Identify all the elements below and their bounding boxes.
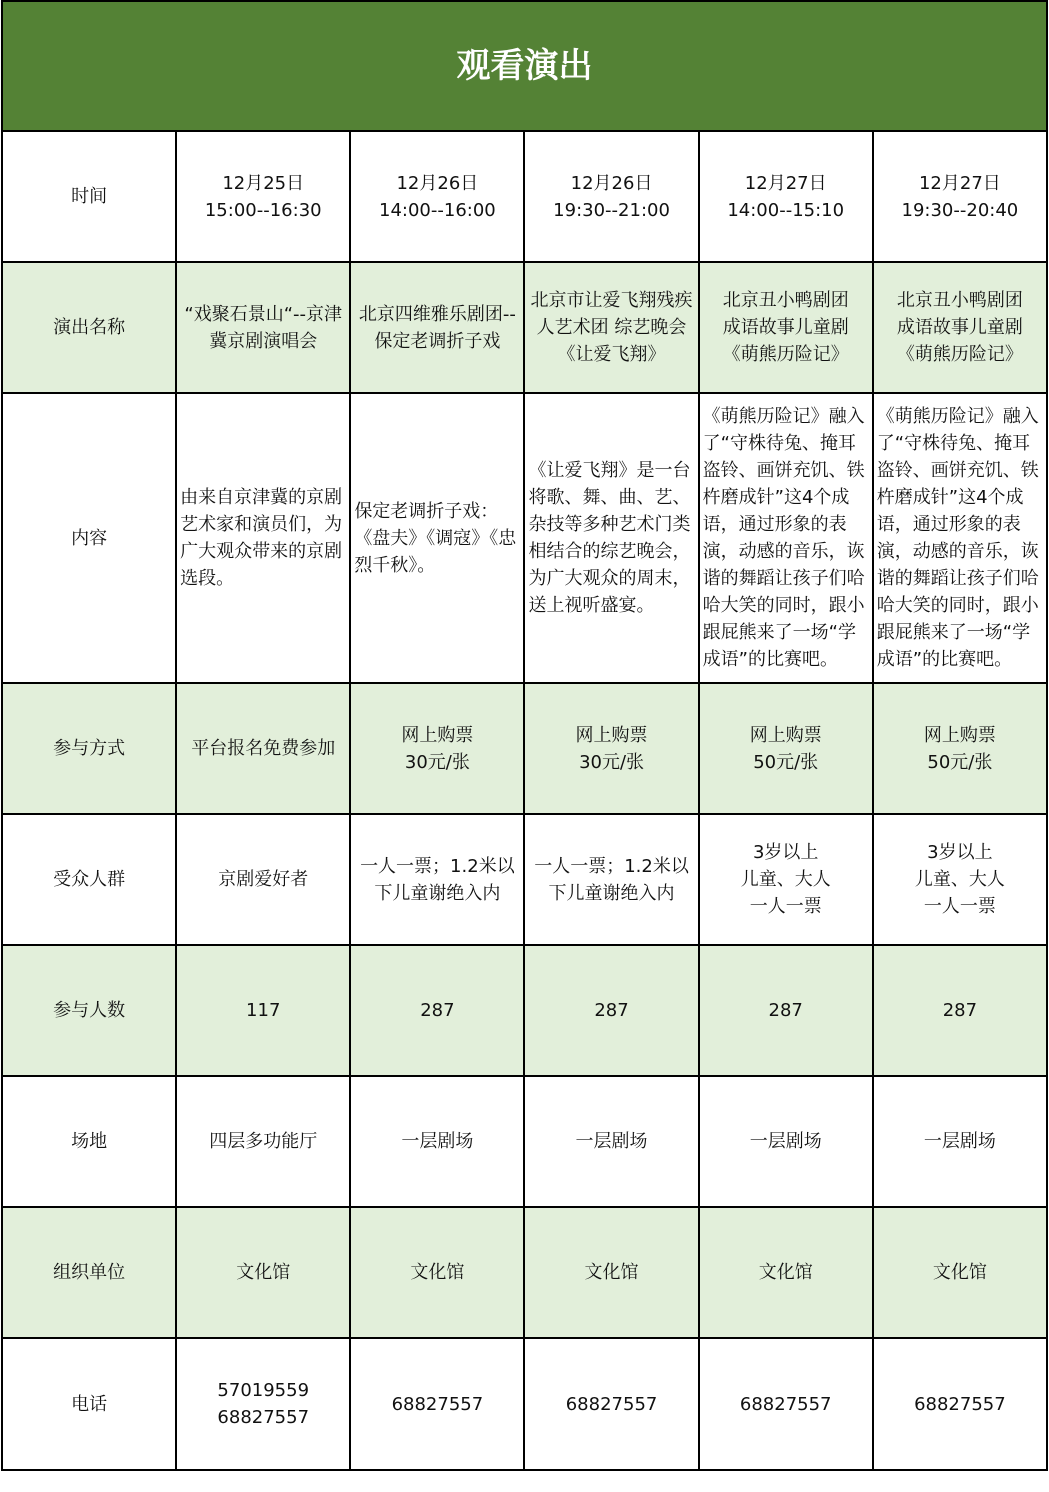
table-cell: 12月27日 14:00--15:10 (699, 131, 873, 262)
table-row-content (2, 393, 1047, 683)
table-row-attendance (2, 945, 1047, 1076)
table-cell: 一层剧场 (524, 1076, 698, 1207)
table-cell: 平台报名免费参加 (176, 683, 350, 814)
table-cell: 68827557 (873, 1338, 1047, 1470)
row-label: 演出名称 (2, 262, 176, 393)
table-cell: 《萌熊历险记》融入了“守株待兔、掩耳盗铃、画饼充饥、铁杵磨成针”这4个成语，通过形象的表演，动感的音乐，诙谐的舞蹈让孩子们哈哈大笑的同时，跟小跟屁熊来了一场“学成语”的比赛吧。 (699, 393, 873, 683)
table-cell: 12月26日 19:30--21:00 (524, 131, 698, 262)
table-cell: 12月27日 19:30--20:40 (873, 131, 1047, 262)
table-cell: 北京四维雅乐剧团--保定老调折子戏 (350, 262, 524, 393)
table-cell: 北京丑小鸭剧团 成语故事儿童剧 《萌熊历险记》 (873, 262, 1047, 393)
table-cell: 12月26日 14:00--16:00 (350, 131, 524, 262)
table-row-show-name (2, 262, 1047, 393)
table-cell: 68827557 (350, 1338, 524, 1470)
table-cell: 68827557 (699, 1338, 873, 1470)
row-label: 电话 (2, 1338, 176, 1470)
table-cell: 287 (350, 945, 524, 1076)
row-label: 组织单位 (2, 1207, 176, 1338)
table-cell: 网上购票 30元/张 (524, 683, 698, 814)
table-cell: 文化馆 (176, 1207, 350, 1338)
row-label: 场地 (2, 1076, 176, 1207)
table-row-time (2, 131, 1047, 262)
row-label: 参与人数 (2, 945, 176, 1076)
row-label: 内容 (2, 393, 176, 683)
table-cell: 文化馆 (350, 1207, 524, 1338)
schedule-table (1, 0, 1048, 1471)
table-cell: 网上购票 50元/张 (873, 683, 1047, 814)
table-cell: 一层剧场 (873, 1076, 1047, 1207)
table-row-phone (2, 1338, 1047, 1470)
table-cell: 《萌熊历险记》融入了“守株待兔、掩耳盗铃、画饼充饥、铁杵磨成针”这4个成语，通过形象的表演，动感的音乐，诙谐的舞蹈让孩子们哈哈大笑的同时，跟小跟屁熊来了一场“学成语”的比赛吧。 (873, 393, 1047, 683)
table-row-audience (2, 814, 1047, 945)
table-row-organizer (2, 1207, 1047, 1338)
table-cell: 287 (699, 945, 873, 1076)
table-cell: 《让爱飞翔》是一台将歌、舞、曲、艺、杂技等多种艺术门类相结合的综艺晚会，为广大观众的周末，送上视听盛宴。 (524, 393, 698, 683)
table-cell: 网上购票 50元/张 (699, 683, 873, 814)
table-cell: 北京丑小鸭剧团 成语故事儿童剧 《萌熊历险记》 (699, 262, 873, 393)
row-label: 受众人群 (2, 814, 176, 945)
table-cell: 文化馆 (699, 1207, 873, 1338)
table-cell: 3岁以上 儿童、大人 一人一票 (873, 814, 1047, 945)
table-cell: 保定老调折子戏：《盘夫》《调寇》《忠烈千秋》。 (350, 393, 524, 683)
table-cell: 北京市让爱飞翔残疾人艺术团 综艺晚会《让爱飞翔》 (524, 262, 698, 393)
table-cell: 3岁以上 儿童、大人 一人一票 (699, 814, 873, 945)
table-cell: 287 (524, 945, 698, 1076)
table-cell: 一人一票；1.2米以下儿童谢绝入内 (524, 814, 698, 945)
table-cell: 四层多功能厅 (176, 1076, 350, 1207)
table-cell: 一人一票；1.2米以下儿童谢绝入内 (350, 814, 524, 945)
table-cell: 京剧爱好者 (176, 814, 350, 945)
table-cell: 一层剧场 (350, 1076, 524, 1207)
table-cell: 68827557 (524, 1338, 698, 1470)
table-cell: 文化馆 (524, 1207, 698, 1338)
table-cell: 12月25日 15:00--16:30 (176, 131, 350, 262)
table-cell: 57019559 68827557 (176, 1338, 350, 1470)
table-row-participation (2, 683, 1047, 814)
row-label: 参与方式 (2, 683, 176, 814)
table-row-venue (2, 1076, 1047, 1207)
table-cell: “戏聚石景山“--京津冀京剧演唱会 (176, 262, 350, 393)
page-title: 观看演出 (2, 1, 1047, 131)
table-header-row (2, 1, 1047, 131)
row-label: 时间 (2, 131, 176, 262)
table-cell: 一层剧场 (699, 1076, 873, 1207)
table-cell: 由来自京津冀的京剧艺术家和演员们，为广大观众带来的京剧选段。 (176, 393, 350, 683)
table-cell: 287 (873, 945, 1047, 1076)
table-cell: 117 (176, 945, 350, 1076)
table-cell: 网上购票 30元/张 (350, 683, 524, 814)
table-cell: 文化馆 (873, 1207, 1047, 1338)
